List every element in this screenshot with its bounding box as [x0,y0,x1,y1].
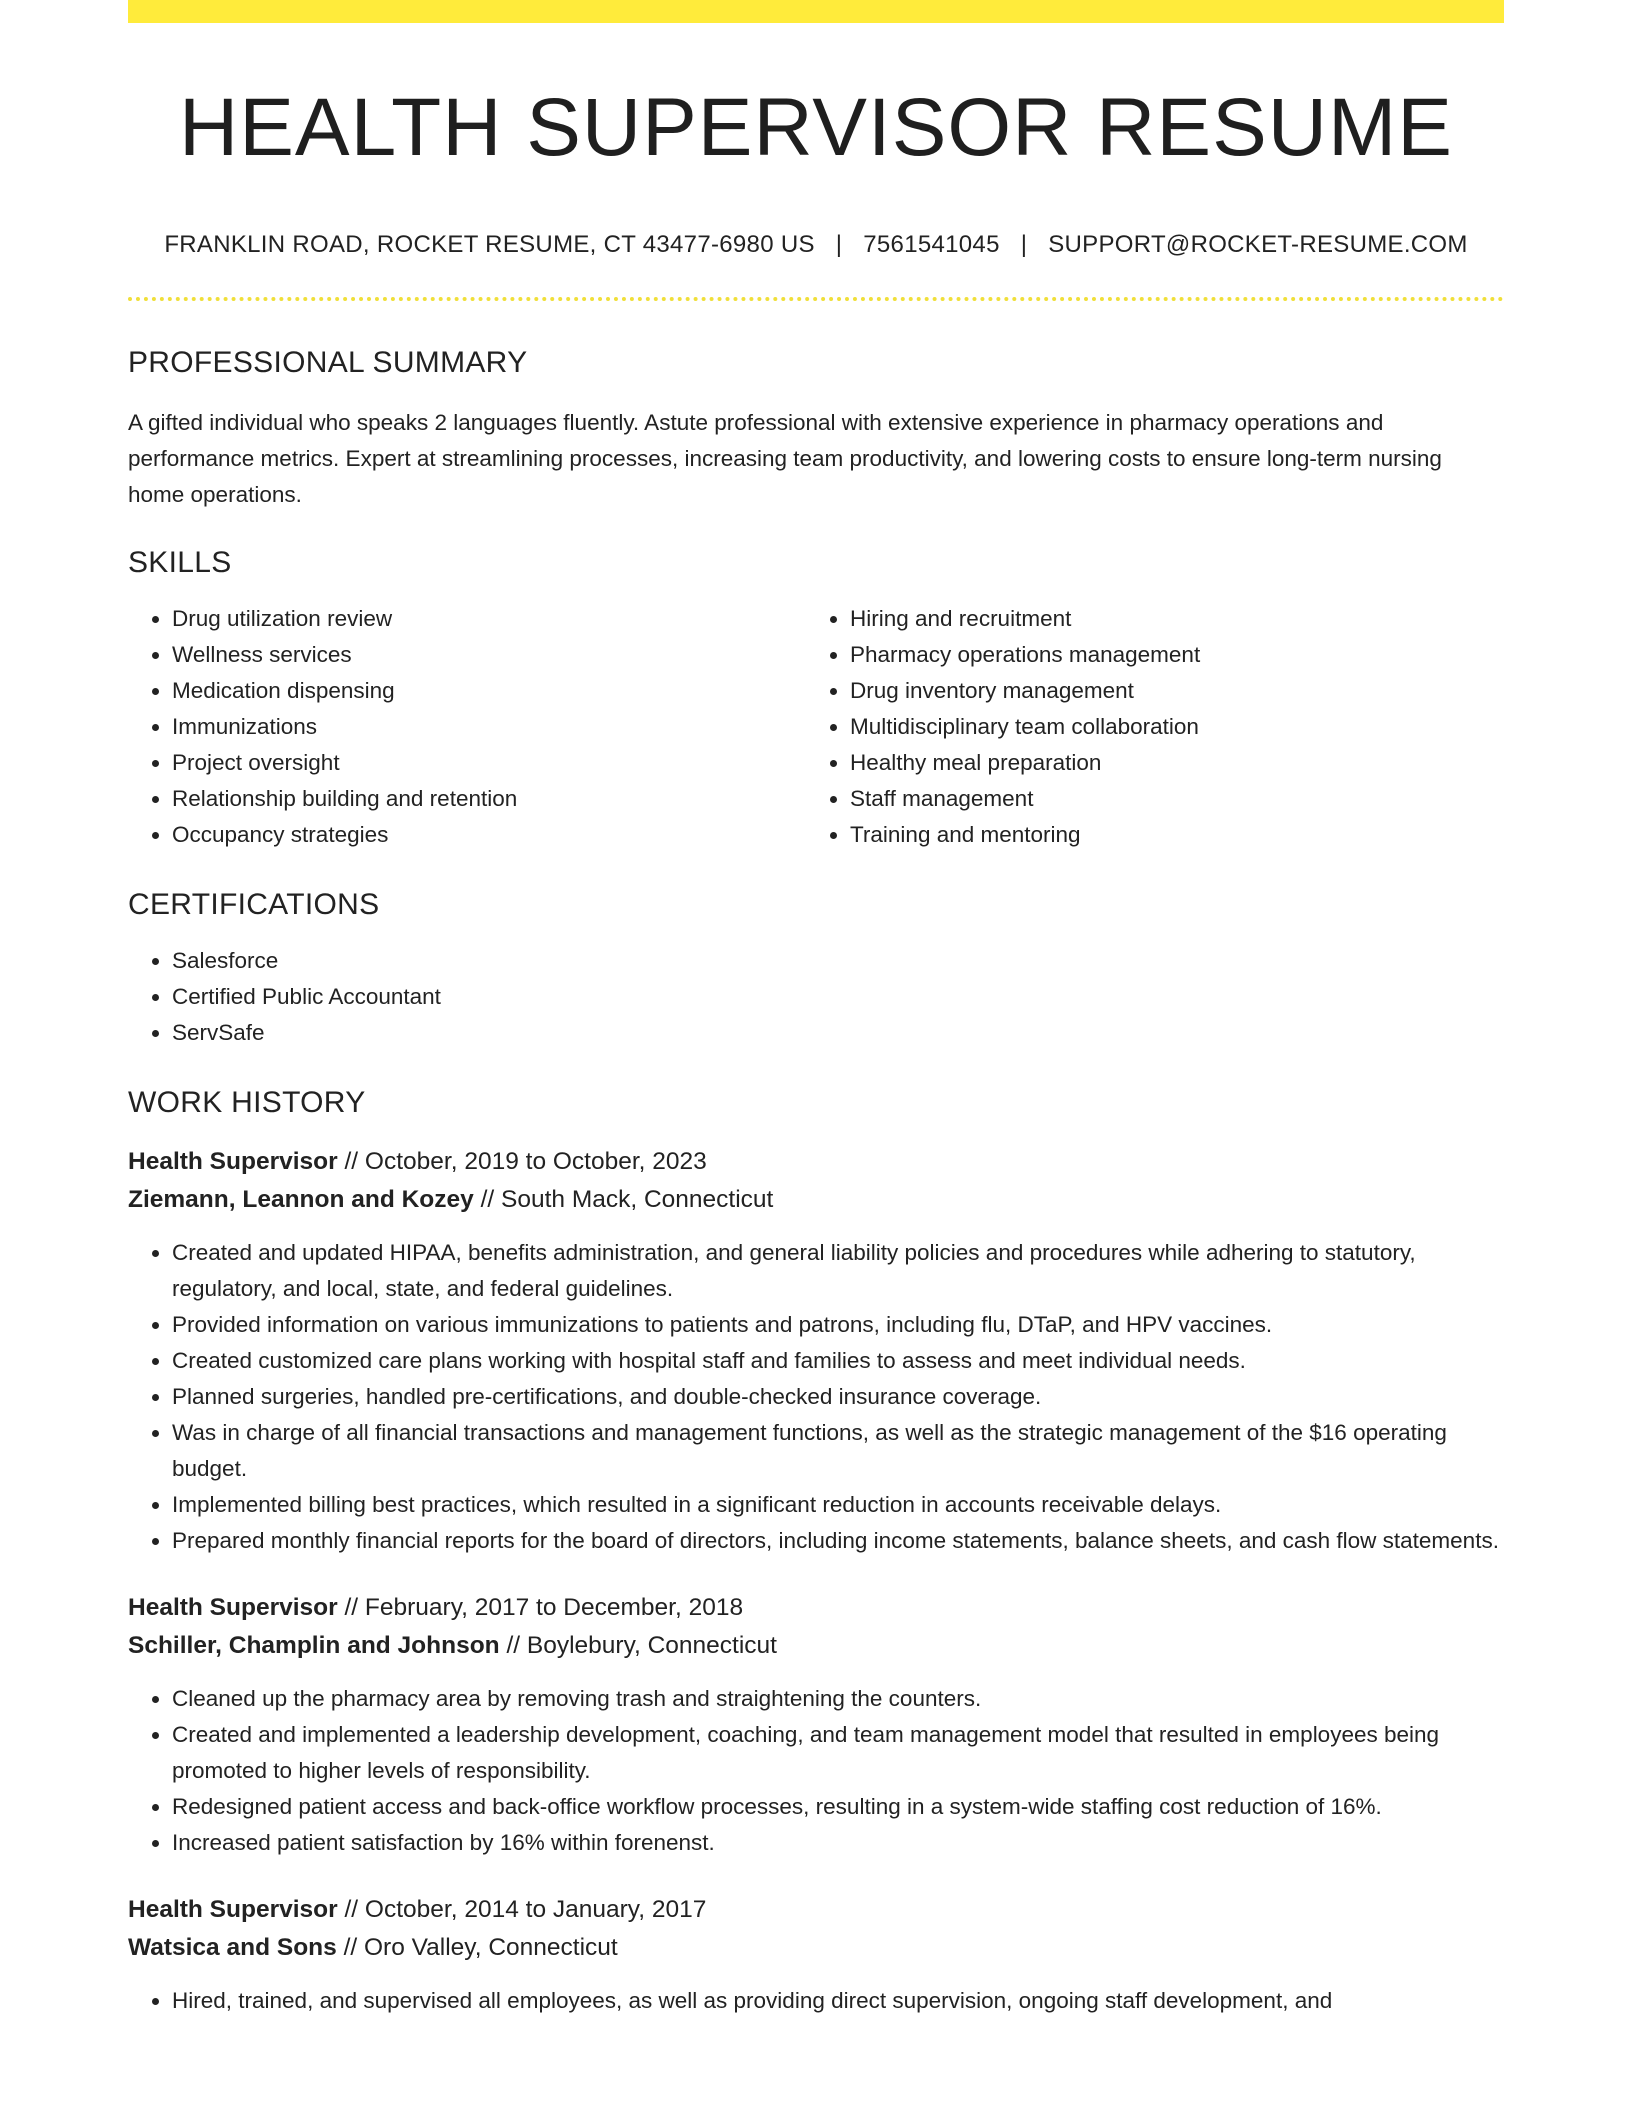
list-item: • Certified Public Accountant [172,979,1504,1015]
job-company: Ziemann, Leannon and Kozey [128,1186,474,1213]
list-item: • Healthy meal preparation [850,745,1484,781]
list-item: • Immunizations [172,709,806,745]
job-bullet: • Provided information on various immunizations to patients and patrons, including flu, DTaP, and HPV vaccines. [172,1307,1504,1343]
job-location: // Oro Valley, Connecticut [336,1934,618,1961]
list-item: • Relationship building and retention [172,781,806,817]
job-dates: // October, 2014 to January, 2017 [337,1896,707,1923]
accent-top-bar [128,0,1504,23]
job-bullets [128,1983,1504,2019]
summary-text: A gifted individual who speaks 2 languages fluently. Astute professional with extensive experience in pharmacy operations and performance metrics. Expert at streamlining processes, increasing team productivity, and lowering costs to ensure long-term nursing home operations. [128,410,1442,507]
contact-separator: | [1020,231,1028,258]
job-bullet: • Created and updated HIPAA, benefits administration, and general liability policies and procedures while adhering to statutory, regulatory, and local, state, and federal guidelines. [172,1235,1504,1307]
list-item: • Salesforce [172,943,1504,979]
job-title-line [128,1143,1504,1181]
list-item: • Project oversight [172,745,806,781]
job-title: Health Supervisor [128,1148,338,1175]
job-title-line [128,1891,1504,1929]
list-item: • ServSafe [172,1015,1504,1051]
page-title: HEALTH SUPERVISOR RESUME [178,82,1454,173]
list-item: • Hiring and recruitment [850,601,1484,637]
list-item: • Occupancy strategies [172,817,806,853]
job-title-line [128,1589,1504,1627]
job-dates: // October, 2019 to October, 2023 [337,1148,707,1175]
dotted-divider [128,297,1504,301]
job-bullet: • Was in charge of all financial transactions and management functions, as well as the strategic management of the $16 operating budget. [172,1415,1504,1487]
job-bullet: • Prepared monthly financial reports for the board of directors, including income statements, balance sheets, and cash flow statements. [172,1523,1504,1559]
job-title: Health Supervisor [128,1896,338,1923]
job-bullet: • Created and implemented a leadership development, coaching, and team management model that resulted in employees being promoted to higher levels of responsibility. [172,1717,1504,1789]
work-history-heading: WORK HISTORY [128,1086,366,1119]
job-location: // Boylebury, Connecticut [499,1632,777,1659]
skills-grid [128,601,1504,853]
certifications-heading: CERTIFICATIONS [128,888,380,921]
job-bullets [128,1681,1504,1861]
list-item: • Wellness services [172,637,806,673]
job-dates: // February, 2017 to December, 2018 [337,1594,744,1621]
job-company: Watsica and Sons [128,1934,337,1961]
work-history-section [128,1085,1504,2019]
job-bullet: • Hired, trained, and supervised all employees, as well as providing direct supervision, ongoing staff development, and [172,1983,1504,2019]
contact-email: SUPPORT@ROCKET-RESUME.COM [1048,231,1468,258]
list-item: • Pharmacy operations management [850,637,1484,673]
contact-phone: 7561541045 [863,231,1000,258]
contact-line [128,231,1504,259]
job-bullet: • Planned surgeries, handled pre-certifications, and double-checked insurance coverage. [172,1379,1504,1415]
job-entry [128,1143,1504,1559]
list-item: • Drug utilization review [172,601,806,637]
job-bullet: • Redesigned patient access and back-office workflow processes, resulting in a system-wide staffing cost reduction of 16%. [172,1789,1504,1825]
job-bullet: • Created customized care plans working with hospital staff and families to assess and meet individual needs. [172,1343,1504,1379]
job-title: Health Supervisor [128,1594,338,1621]
list-item: • Medication dispensing [172,673,806,709]
list-item: • Multidisciplinary team collaboration [850,709,1484,745]
job-bullet: • Implemented billing best practices, which resulted in a significant reduction in accounts receivable delays. [172,1487,1504,1523]
skills-list-left [128,601,806,853]
certifications-list [128,943,1504,1051]
job-company-line [128,1929,1504,1967]
jobs-container [128,1143,1504,2019]
skills-heading: SKILLS [128,546,232,579]
list-item: • Staff management [850,781,1484,817]
job-company-line [128,1181,1504,1219]
job-bullets [128,1235,1504,1559]
list-item: • Training and mentoring [850,817,1484,853]
job-company: Schiller, Champlin and Johnson [128,1632,500,1659]
contact-address: FRANKLIN ROAD, ROCKET RESUME, CT 43477-6980 US [164,231,815,258]
job-entry [128,1589,1504,1861]
summary-section [128,345,1504,513]
summary-heading: PROFESSIONAL SUMMARY [128,346,528,379]
resume-page [128,0,1504,2019]
skills-section [128,545,1504,853]
job-entry [128,1891,1504,2019]
certifications-section [128,887,1504,1051]
job-company-line [128,1627,1504,1665]
job-location: // South Mack, Connecticut [473,1186,774,1213]
job-bullet: • Cleaned up the pharmacy area by removing trash and straightening the counters. [172,1681,1504,1717]
contact-separator: | [835,231,843,258]
job-bullet: • Increased patient satisfaction by 16% within forenenst. [172,1825,1504,1861]
skills-list-right [806,601,1484,853]
list-item: • Drug inventory management [850,673,1484,709]
